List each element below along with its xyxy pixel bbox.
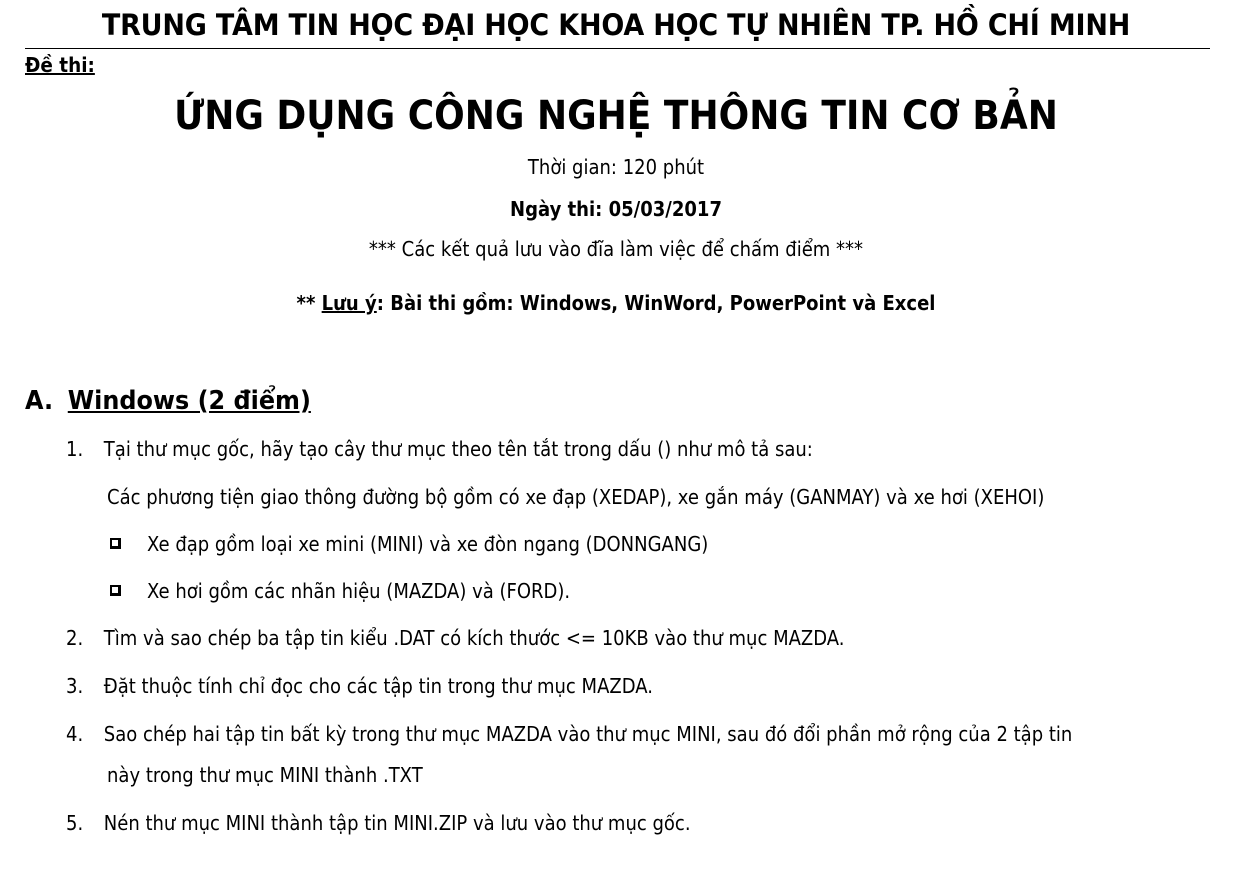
task-number: 1.: [66, 437, 84, 461]
task-item-1-bullet-2: Xe hơi gồm các nhãn hiệu (MAZDA) và (FORD).: [147, 579, 571, 603]
exam-duration: Thời gian: 120 phút: [527, 155, 705, 179]
task-text: Tại thư mục gốc, hãy tạo cây thư mục theo tên tắt trong dấu () như mô tả sau:: [103, 437, 813, 461]
task-item-1-detail: Các phương tiện giao thông đường bộ gồm có xe đạp (XEDAP), xe gắn máy (GANMAY) và xe hơi (XEHOI): [107, 485, 1045, 509]
task-text: Sao chép hai tập tin bất kỳ trong thư mục MAZDA vào thư mục MINI, sau đó đổi phần mở rộng của 2 tập tin: [103, 722, 1073, 746]
task-item-1: [66, 437, 813, 461]
task-number: 5.: [66, 811, 84, 835]
note-text: : Bài thi gồm: Windows, WinWord, PowerPoint và Excel: [376, 291, 936, 315]
task-item-4: [66, 722, 1072, 746]
header-divider: [25, 48, 1210, 49]
section-title: Windows (2 điểm): [67, 386, 311, 416]
note-prefix: **: [296, 291, 322, 315]
note-label: Lưu ý: [321, 291, 377, 315]
task-text: Đặt thuộc tính chỉ đọc cho các tập tin trong thư mục MAZDA.: [103, 674, 653, 698]
task-item-5: [66, 811, 691, 835]
task-number: 3.: [66, 674, 84, 698]
task-text: Tìm và sao chép ba tập tin kiểu .DAT có kích thước <= 10KB vào thư mục MAZDA.: [103, 626, 845, 650]
checkbox-bullet-icon: [110, 585, 121, 596]
exam-date: Ngày thi: 05/03/2017: [510, 197, 722, 221]
task-number: 4.: [66, 722, 84, 746]
exam-note: [62, 291, 1171, 315]
subject-title: ỨNG DỤNG CÔNG NGHỆ THÔNG TIN CƠ BẢN: [174, 93, 1058, 139]
task-item-3: [66, 674, 653, 698]
results-instruction: *** Các kết quả lưu vào đĩa làm việc để chấm điểm ***: [368, 237, 864, 261]
task-number: 2.: [66, 626, 84, 650]
institution-header: TRUNG TÂM TIN HỌC ĐẠI HỌC KHOA HỌC TỰ NHIÊN TP. HỒ CHÍ MINH: [101, 8, 1131, 42]
task-item-2: [66, 626, 845, 650]
task-item-4-continuation: này trong thư mục MINI thành .TXT: [107, 763, 423, 787]
checkbox-bullet-icon: [110, 538, 121, 549]
task-item-1-bullet-1: Xe đạp gồm loại xe mini (MINI) và xe đòn ngang (DONNGANG): [147, 532, 709, 556]
section-a-heading: [25, 386, 311, 416]
exam-label: Đề thi:: [25, 53, 95, 77]
section-letter: A.: [25, 386, 54, 416]
task-text: Nén thư mục MINI thành tập tin MINI.ZIP và lưu vào thư mục gốc.: [103, 811, 691, 835]
